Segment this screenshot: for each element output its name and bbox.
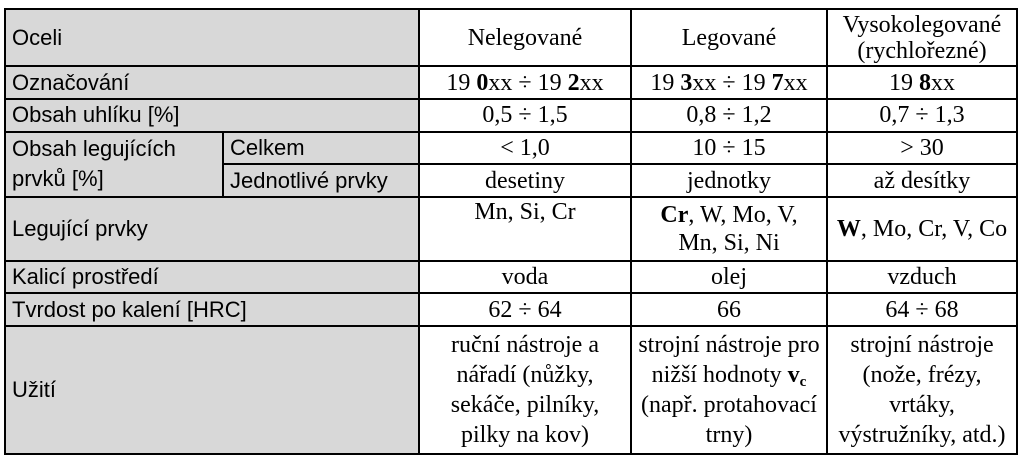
quench-high-alloy: vzduch [827,261,1017,294]
header-col-alloyed: Legované [631,9,827,66]
designation-high-alloy: 19 8xx [827,66,1017,99]
alloy-content-label: Obsah legujících prvků [%] [5,132,223,197]
carbon-row [5,99,1017,132]
alloying-elements-row [5,197,1017,260]
carbon-high-alloy: 0,7 ÷ 1,3 [827,99,1017,132]
carbon-label: Obsah uhlíku [%] [5,99,419,132]
alloy-individual-unalloyed: desetiny [419,164,631,197]
usage-alloyed: strojní nástroje pro nižší hodnoty $v_c$ (např. protahovací trny) [631,326,827,454]
designation-unalloyed: 19 0xx ÷ 19 2xx [419,66,631,99]
usage-label: Užití [5,326,419,454]
alloy-total-alloyed: 10 ÷ 15 [631,132,827,165]
usage-high-alloy: strojní nástroje (nože, frézy, vrtáky, výstružníky, atd.) [827,326,1017,454]
alloy-total-unalloyed: < 1,0 [419,132,631,165]
alloy-individual-label: Jednotlivé prvky [223,164,419,197]
alloy-total-high-alloy: > 30 [827,132,1017,165]
hardness-label: Tvrdost po kalení [HRC] [5,293,419,326]
header-row [5,9,1017,66]
alloying-elements-unalloyed: Mn, Si, Cr [419,197,631,260]
quench-label: Kalicí prostředí [5,261,419,294]
cropped-text-strip [0,0,1024,8]
usage-row [5,326,1017,454]
steel-properties-table [4,8,1018,455]
hardness-alloyed: 66 [631,293,827,326]
usage-unalloyed: ruční nástroje a nářadí (nůžky, sekáče, pilníky, pilky na kov) [419,326,631,454]
header-label: Oceli [5,9,419,66]
alloy-total-label: Celkem [223,132,419,165]
designation-label: Označování [5,66,419,99]
carbon-alloyed: 0,8 ÷ 1,2 [631,99,827,132]
quench-row [5,261,1017,294]
alloy-individual-alloyed: jednotky [631,164,827,197]
header-col-high-alloy: Vysokolegované (rychlořezné) [827,9,1017,66]
alloying-elements-alloyed: Cr, W, Mo, V, Mn, Si, Ni [631,197,827,260]
alloying-elements-high-alloy: W, Mo, Cr, V, Co [827,197,1017,260]
designation-alloyed: 19 3xx ÷ 19 7xx [631,66,827,99]
hardness-row [5,293,1017,326]
quench-alloyed: olej [631,261,827,294]
header-col-unalloyed: Nelegované [419,9,631,66]
hardness-unalloyed: 62 ÷ 64 [419,293,631,326]
carbon-unalloyed: 0,5 ÷ 1,5 [419,99,631,132]
hardness-high-alloy: 64 ÷ 68 [827,293,1017,326]
alloy-total-row [5,132,1017,165]
alloy-individual-high-alloy: až desítky [827,164,1017,197]
alloying-elements-label: Legující prvky [5,197,419,260]
quench-unalloyed: voda [419,261,631,294]
designation-row [5,66,1017,99]
